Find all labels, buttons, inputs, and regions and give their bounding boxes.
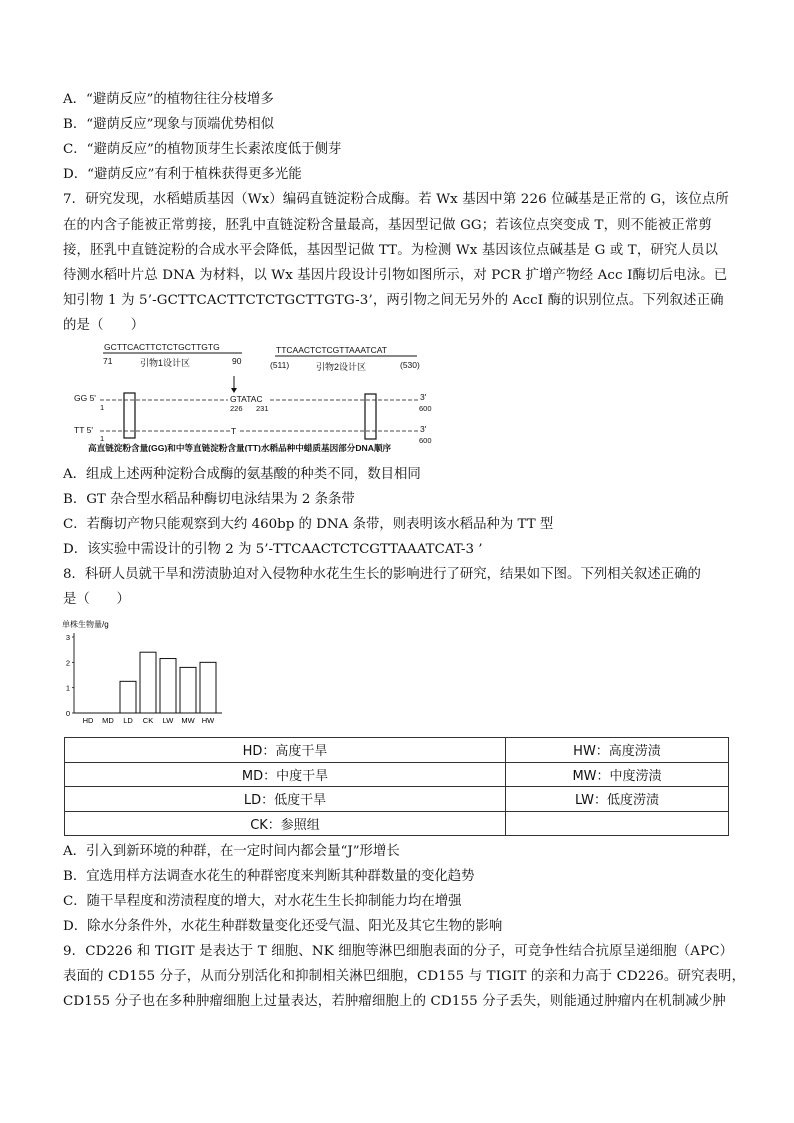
q6-option-b: B．“避荫反应”现象与顶端优势相似 [63, 117, 274, 132]
q7-stem-line: 知引物 1 为 5’-GCTTCACTTCTCTGCTTGTG-3’，两引物之间无另外的 AccI 酶的识别位点。下列叙述正确 [63, 293, 724, 308]
q7-stem-line: 接，胚乳中直链淀粉的合成水平会降低，基因型记做 TT。为检测 Wx 基因该位点碱基是 G 或 T，研究人员以 [63, 243, 719, 258]
tt-strand-label: TT 5' [74, 425, 93, 435]
q6-option-c: C．“避荫反应”的植物顶芽生长素浓度低于侧芽 [63, 142, 342, 157]
primer2-box [365, 394, 376, 439]
legend-cell: HW：高度涝渍 [506, 738, 729, 763]
legend-cell: HD：高度干旱 [65, 738, 506, 763]
accI-site-sequence: GTATAC [230, 394, 263, 404]
q8-option-d: D．除水分条件外，水花生种群数量变化还受气温、阳光及其它生物的影响 [63, 919, 503, 934]
legend-cell: MD：中度干旱 [65, 762, 506, 787]
bar-mw [180, 667, 196, 713]
y-tick-label: 3 [65, 633, 70, 642]
table-row [65, 762, 729, 787]
gg-position-1: 1 [100, 403, 105, 412]
gg-position-600: 600 [419, 404, 432, 413]
legend-cell [506, 811, 729, 836]
q9-stem-line: 9．CD226 和 TIGIT 是表达于 T 细胞、NK 细胞等淋巴细胞表面的分子，可竞争性结合抗原呈递细胞（APC） [63, 944, 734, 959]
q8-option-c: C．随干旱程度和涝渍程度的增大，对水花生生长抑制能力均在增强 [63, 894, 462, 909]
q7-option-a: A．组成上述两种淀粉合成酶的氨基酸的种类不同，数目相同 [63, 467, 421, 482]
x-tick-label: HD [82, 716, 94, 725]
q7-stem-line: 7．研究发现，水稻蜡质基因（Wx）编码直链淀粉合成酶。若 Wx 基因中第 226 位碱基是正常的 G，该位点所 [63, 192, 729, 207]
condition-legend-table [64, 737, 729, 836]
diagram-caption: 高直链淀粉含量(GG)和中等直链淀粉含量(TT)水稻品种中蜡质基因部分DNA顺序 [88, 443, 392, 452]
primer2-start: (511) [270, 360, 290, 370]
q7-stem-line: 在的内含子能被正常剪接，胚乳中直链淀粉含量最高，基因型记做 GG；若该位点突变成 T，则不能被正常剪 [63, 218, 712, 233]
tt-3prime: 3' [420, 424, 427, 434]
q9-stem-line: 表面的 CD155 分子，从而分别活化和抑制相关淋巴细胞，CD155 与 TIGIT 的亲和力高于 CD226。研究表明， [63, 969, 746, 984]
x-tick-label: MD [102, 716, 114, 725]
x-tick-label: CK [142, 716, 154, 725]
site-226-label: 226 [230, 404, 243, 413]
q7-stem-line: 的是（ ） [63, 318, 145, 333]
tt-position-1: 1 [100, 434, 105, 443]
biomass-bar-chart [62, 617, 222, 727]
q7-option-c: C．若酶切产物只能观察到大约 460bp 的 DNA 条带，则表明该水稻品种为 TT 型 [63, 517, 554, 532]
legend-cell: LD：低度干旱 [65, 787, 506, 812]
y-tick-label: 1 [65, 683, 70, 693]
x-tick-label: HW [201, 716, 215, 725]
table-row [65, 811, 729, 836]
q7-option-d: D．该实验中需设计的引物 2 为 5’-TTCAACTCTCGTTAAATCAT-3 ’ [63, 542, 483, 557]
q7-stem-line: 待测水稻叶片总 DNA 为材料，以 Wx 基因片段设计引物如图所示，对 PCR 扩增产物经 Acc Ⅰ酶切后电泳。已 [63, 268, 728, 283]
q8-option-a: A．引入到新环境的种群，在一定时间内都会量“J”形增长 [63, 844, 400, 859]
primer1-end: 90 [232, 356, 242, 366]
primer2-sequence: TTCAACTCTCGTTAAATCAT [276, 345, 387, 355]
chart-y-label: 单株生物量/g [62, 620, 109, 629]
legend-cell: LW：低度涝渍 [506, 787, 729, 812]
q6-option-a: A．“避荫反应”的植物往往分枝增多 [63, 92, 274, 107]
table-row [65, 787, 729, 812]
y-tick-label: 0 [65, 709, 70, 718]
legend-cell: CK：参照组 [65, 811, 506, 836]
bar-ck [140, 652, 156, 713]
bar-ld [120, 681, 136, 713]
site-231-label: 231 [256, 404, 269, 413]
x-tick-label: LW [162, 716, 174, 725]
q9-stem-line: CD155 分子也在多种肿瘤细胞上过量表达，若肿瘤细胞上的 CD155 分子丢失，则能通过肿瘤内在机制减少肿 [63, 994, 726, 1009]
q8-stem-line: 8．科研人员就干旱和涝渍胁迫对入侵物种水花生生长的影响进行了研究，结果如下图。下列相关叙述正确的 [63, 567, 701, 582]
primer1-start: 71 [103, 356, 113, 366]
q8-option-b: B．宜选用样方法调查水花生的种群密度来判断其种群数量的变化趋势 [63, 869, 475, 884]
wx-gene-diagram [70, 340, 450, 452]
tt-position-600: 600 [419, 436, 432, 445]
primer1-sequence: GCTTCACTTCTCTGCTTGTG [104, 342, 220, 352]
x-tick-label: LD [123, 716, 133, 725]
x-tick-label: MW [181, 716, 195, 725]
legend-cell: MW：中度涝渍 [506, 762, 729, 787]
gg-3prime: 3' [420, 392, 427, 402]
primer1-region-label: 引物1设计区 [140, 358, 191, 368]
q6-option-d: D．“避荫反应”有利于植株获得更多光能 [63, 167, 302, 182]
bar-lw [160, 659, 176, 713]
gg-strand-label: GG 5' [74, 393, 96, 403]
primer2-region-label: 引物2设计区 [316, 362, 367, 372]
y-tick-label: 2 [65, 658, 70, 668]
table-row [65, 738, 729, 763]
tt-site-base: T [231, 426, 237, 436]
bar-hw [200, 662, 216, 713]
q7-option-b: B．GT 杂合型水稻品种酶切电泳结果为 2 条条带 [63, 492, 355, 507]
q8-stem-line: 是（ ） [63, 592, 130, 607]
primer2-end: (530) [400, 360, 420, 370]
